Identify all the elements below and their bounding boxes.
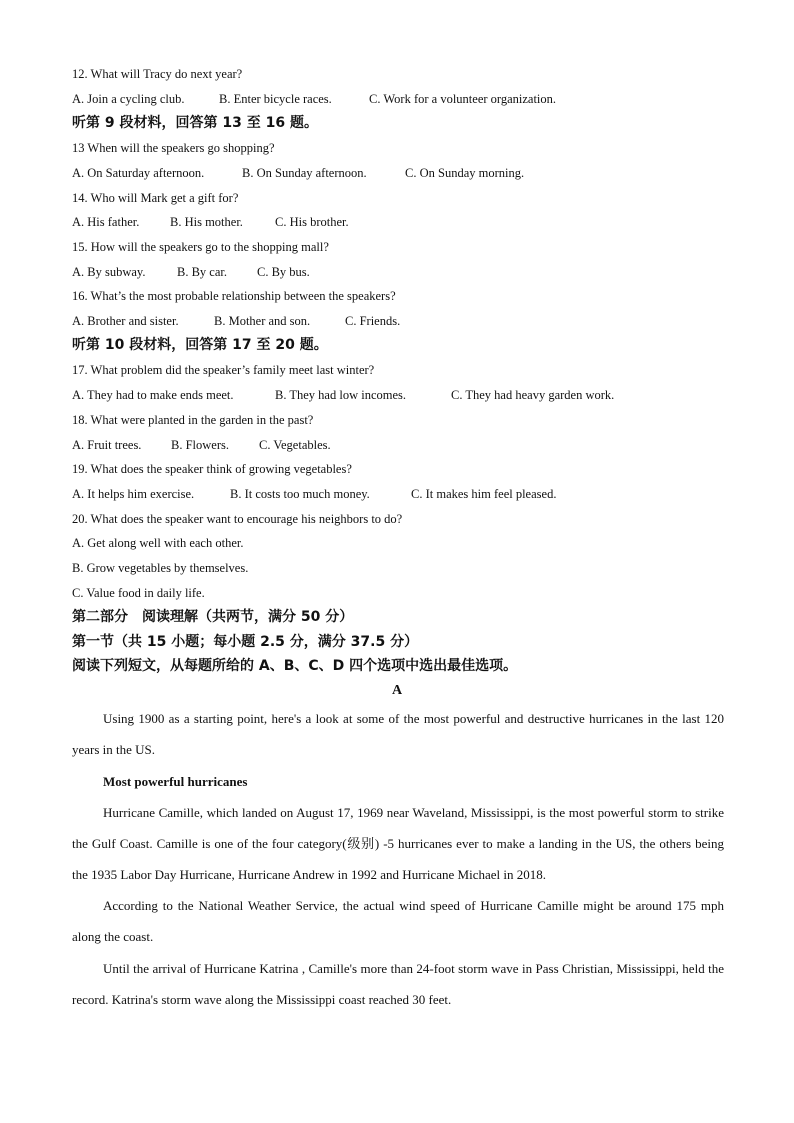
passage-label: A xyxy=(391,683,403,698)
option-b: B. Mother and son. xyxy=(214,314,311,328)
option-c: C. They had heavy garden work. xyxy=(451,388,615,402)
option-a: A. By subway. xyxy=(72,265,146,279)
question-19: 19. What does the speaker think of growing vegetables? xyxy=(72,462,352,476)
question-15: 15. How will the speakers go to the shopping mall? xyxy=(72,240,329,254)
option-a: A. Brother and sister. xyxy=(72,314,179,328)
question-16: 16. What’s the most probable relationship between the speakers? xyxy=(72,289,396,303)
passage-intro: Using 1900 as a starting point, here's a look at some of the most powerful and destructive hurricanes in the last 120 years in the US. xyxy=(72,711,724,757)
option-c: C. His brother. xyxy=(275,215,349,229)
question-13-options xyxy=(72,165,524,181)
question-12: 12. What will Tracy do next year? xyxy=(72,67,243,81)
part2-instruction: 阅读下列短文，从每题所给的 A、B、C、D 四个选项中选出最佳选项。 xyxy=(72,658,518,674)
option-c: C. On Sunday morning. xyxy=(405,166,525,180)
question-18-options xyxy=(72,437,331,453)
passage-paragraph-2: According to the National Weather Service, the actual wind speed of Hurricane Camille might be around 175 mph along the coast. xyxy=(72,898,724,944)
option-c: C. By bus. xyxy=(257,265,310,279)
option-b: B. On Sunday afternoon. xyxy=(242,166,367,180)
option-c: C. Work for a volunteer organization. xyxy=(369,92,557,106)
option-c: C. Friends. xyxy=(345,314,401,328)
option-b: B. By car. xyxy=(177,265,227,279)
question-16-options xyxy=(72,313,400,329)
option-c: C. Vegetables. xyxy=(259,438,331,452)
option-a: A. His father. xyxy=(72,215,140,229)
option-a: A. Join a cycling club. xyxy=(72,92,185,106)
passage-subtitle: Most powerful hurricanes xyxy=(103,774,248,789)
part2-section1: 第一节（共 15 小题；每小题 2.5 分，满分 37.5 分） xyxy=(72,634,419,650)
question-18: 18. What were planted in the garden in the past? xyxy=(72,413,314,427)
question-14-options xyxy=(72,214,349,230)
option-b: B. It costs too much money. xyxy=(230,487,370,501)
question-13: 13 When will the speakers go shopping? xyxy=(72,141,275,155)
question-20: 20. What does the speaker want to encourage his neighbors to do? xyxy=(72,512,403,526)
question-17: 17. What problem did the speaker’s family meet last winter? xyxy=(72,363,375,377)
question-20-option-c: C. Value food in daily life. xyxy=(72,586,205,600)
passage-paragraph-3: Until the arrival of Hurricane Katrina , Camille's more than 24-foot storm wave in Pass Christian, Mississippi, held the record. Katrina's storm wave along the Mississippi coast reached 30 feet. xyxy=(72,961,724,1007)
part2-title: 第二部分 阅读理解（共两节，满分 50 分） xyxy=(72,609,354,625)
option-a: A. On Saturday afternoon. xyxy=(72,166,205,180)
question-14: 14. Who will Mark get a gift for? xyxy=(72,191,239,205)
section-heading-9: 听第 9 段材料，回答第 13 至 16 题。 xyxy=(72,115,318,131)
question-20-option-a: A. Get along well with each other. xyxy=(72,536,244,550)
option-c: C. It makes him feel pleased. xyxy=(411,487,557,501)
option-a: A. Fruit trees. xyxy=(72,438,142,452)
option-b: B. Flowers. xyxy=(171,438,229,452)
option-a: A. They had to make ends meet. xyxy=(72,388,234,402)
question-19-options xyxy=(72,486,556,502)
option-b: B. His mother. xyxy=(170,215,243,229)
passage-paragraph-1: Hurricane Camille, which landed on August 17, 1969 near Waveland, Mississippi, is the most powerful storm to strike the Gulf Coast. Camille is one of the four category(级别) -5 hurricanes ever to make a landing in the US, the others being the 1935 Labor Day Hurricane, Hurricane Andrew in 1992 and Hurricane Michael in 2018. xyxy=(72,805,724,882)
question-20-option-b: B. Grow vegetables by themselves. xyxy=(72,561,249,575)
question-12-options xyxy=(72,91,556,107)
option-a: A. It helps him exercise. xyxy=(72,487,195,501)
question-17-options xyxy=(72,387,614,403)
section-heading-10: 听第 10 段材料，回答第 17 至 20 题。 xyxy=(72,337,328,353)
option-b: B. Enter bicycle races. xyxy=(219,92,332,106)
question-15-options xyxy=(72,264,310,280)
option-b: B. They had low incomes. xyxy=(275,388,406,402)
